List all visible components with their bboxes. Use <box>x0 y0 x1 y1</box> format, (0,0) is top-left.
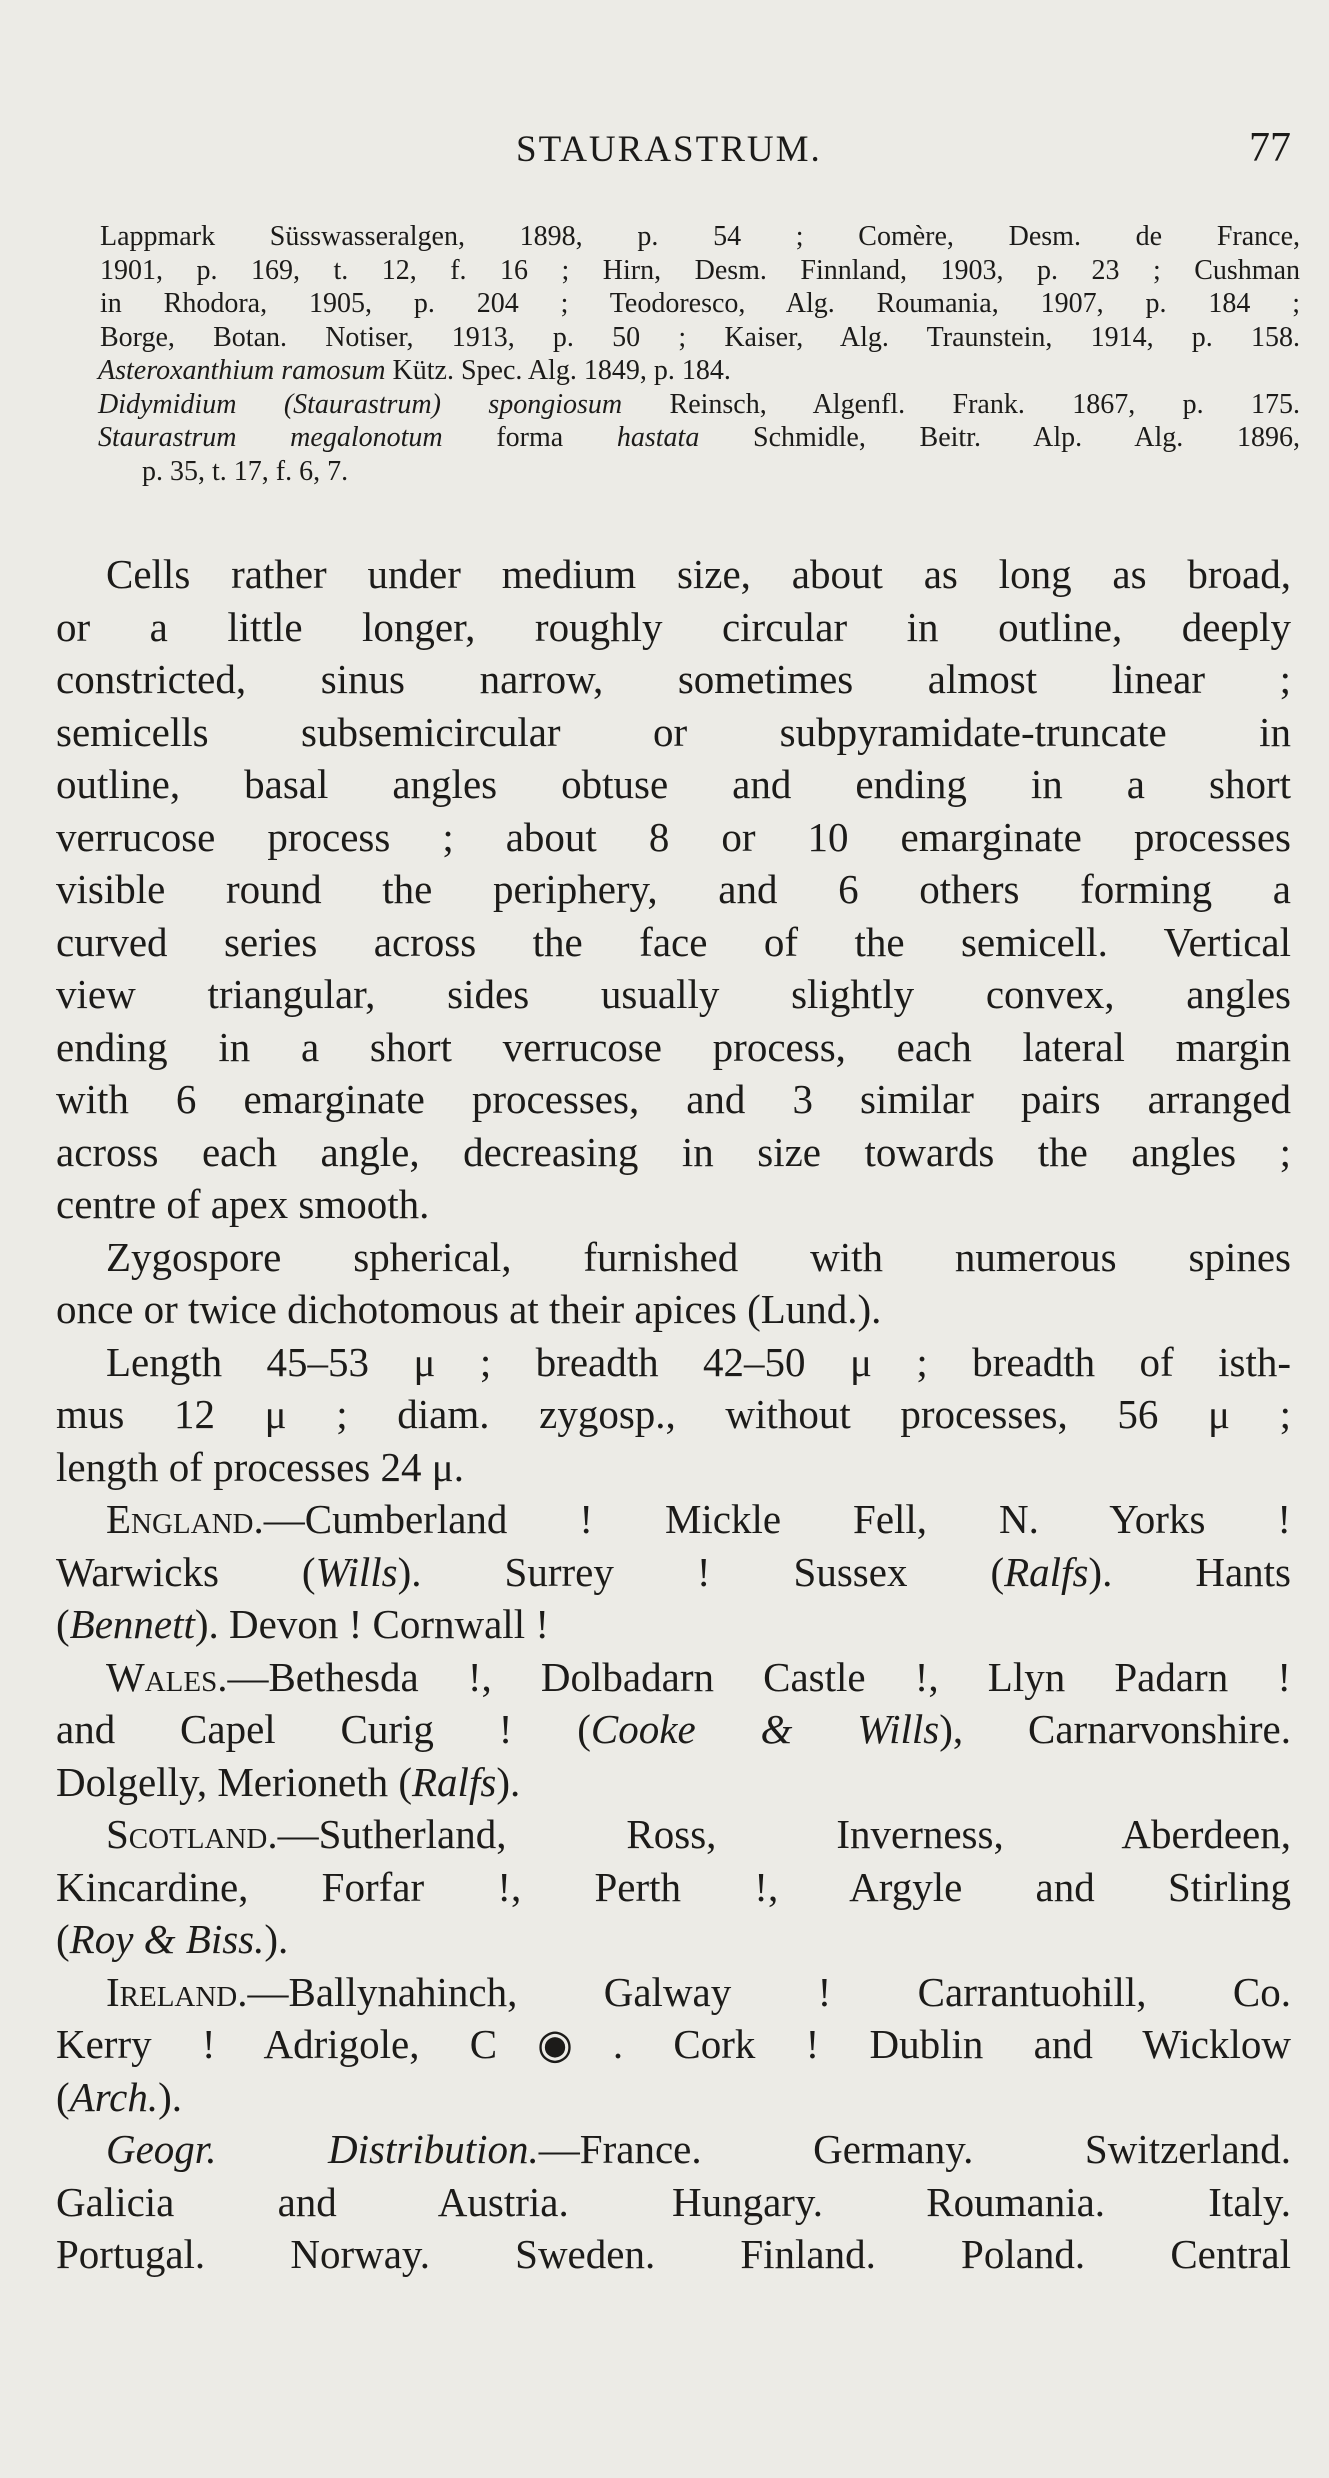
text-line: outline, basal angles obtuse and ending in a short <box>56 761 1291 807</box>
locality-text: ). Hants <box>1088 1548 1291 1595</box>
collector-name: Roy & Biss. <box>69 1916 265 1962</box>
text-line <box>56 1808 1291 1861</box>
text-line: semicells subsemicircular or subpyramidate-truncate in <box>56 708 1291 755</box>
locality-text: and Capel Curig ! ( <box>56 1706 591 1752</box>
scotland-paragraph <box>56 1808 1291 1966</box>
synonym-line: in Rhodora, 1905, p. 204 ; Teodoresco, Alg. Roumania, 1907, p. 184 ; <box>100 288 1300 319</box>
collector-name: Ralfs <box>1004 1548 1089 1595</box>
locality-text: —Ballynahinch, Galway ! Carrantuohill, Co. <box>247 1968 1291 2015</box>
region-label: Wales. <box>106 1653 228 1700</box>
england-paragraph <box>56 1493 1291 1651</box>
text-line: ending in a short verrucose process, each lateral margin <box>56 1023 1291 1070</box>
synonym-line: Borge, Botan. Notiser, 1913, p. 50 ; Kaiser, Alg. Traunstein, 1914, p. 158. <box>100 321 1300 353</box>
text-line <box>56 1913 1291 1966</box>
synonym-taxon: Asteroxanthium ramosum <box>98 355 386 386</box>
locality-text: Dolgelly, Merioneth ( <box>56 1758 413 1805</box>
text-line: Portugal. Norway. Sweden. Finland. Poland. Central <box>56 2231 1291 2277</box>
locality-text: ). Devon ! Cornwall ! <box>194 1601 549 1647</box>
locality-text: ), Carnarvonshire. <box>939 1706 1291 1752</box>
synonym-citation: Reinsch, Algenfl. Frank. 1867, p. 175. <box>622 388 1300 420</box>
zygospore-paragraph <box>56 1231 1291 1336</box>
text-line: once or twice dichotomous at their apices (Lund.). <box>56 1286 882 1332</box>
collector-name: Arch. <box>69 2073 159 2120</box>
text-line: or a little longer, roughly circular in outline, deeply <box>56 603 1291 650</box>
page-number: 77 <box>1249 125 1291 171</box>
synonym-form: hastata <box>616 422 700 453</box>
synonymy-block <box>100 220 1300 488</box>
text-line: mus 12 μ ; diam. zygosp., without processes, 56 μ ; <box>56 1391 1291 1437</box>
text-line: centre of apex smooth. <box>56 1181 430 1227</box>
synonym-line <box>98 421 1300 455</box>
synonym-line <box>98 388 1300 422</box>
synonym-line: p. 35, t. 17, f. 6, 7. <box>142 455 349 487</box>
text-line <box>56 2071 1291 2124</box>
text-line: constricted, sinus narrow, sometimes almost linear ; <box>56 656 1291 702</box>
distribution-text: —France. Germany. Switzerland. <box>538 2126 1291 2172</box>
region-label: England. <box>106 1496 264 1542</box>
page-header <box>0 124 1329 174</box>
text-line: Galicia and Austria. Hungary. Roumania. Italy. <box>56 2178 1291 2225</box>
text-line: curved series across the face of the semicell. Vertical <box>56 918 1291 965</box>
synonym-line <box>98 354 1300 388</box>
synonym-citation: Kütz. Spec. Alg. 1849, p. 184. <box>385 355 731 386</box>
text-line <box>56 2123 1291 2176</box>
region-label: Ireland. <box>106 1968 248 2015</box>
wales-paragraph <box>56 1651 1291 1809</box>
text-line: visible round the periphery, and 6 others forming a <box>56 866 1291 912</box>
synonym-line: 1901, p. 169, t. 12, f. 16 ; Hirn, Desm. Finnland, 1903, p. 23 ; Cushman <box>100 254 1300 286</box>
synonym-citation: Schmidle, Beitr. Alp. Alg. 1896, <box>699 422 1300 453</box>
text-line <box>56 1598 1291 1651</box>
locality-text: ( <box>56 2073 70 2120</box>
text-line <box>56 1703 1291 1756</box>
locality-text: Warwicks ( <box>56 1548 316 1595</box>
text-line: across each angle, decreasing in size towards the angles ; <box>56 1128 1291 1175</box>
locality-text: ). <box>496 1758 521 1805</box>
collector-name: Wills <box>315 1548 398 1595</box>
text-line: verrucose process ; about 8 or 10 emarginate processes <box>56 813 1291 860</box>
text-line: Cells rather under medium size, about as long as broad, <box>106 551 1291 597</box>
locality-text: —Sutherland, Ross, Inverness, Aberdeen, <box>277 1811 1291 1857</box>
measurements-paragraph <box>56 1336 1291 1494</box>
distribution-paragraph <box>56 2123 1291 2281</box>
ireland-paragraph <box>56 1966 1291 2124</box>
synonym-taxon: Didymidium (Staurastrum) spongiosum <box>98 388 623 420</box>
text-line <box>56 1546 1291 1599</box>
text-line: Kerry ! Adrigole, C◉. Cork ! Dublin and Wicklow <box>56 2021 1291 2067</box>
region-label: Scotland. <box>106 1811 278 1857</box>
synonym-line: Lappmark Süsswasseralgen, 1898, p. 54 ; Comère, Desm. de France, <box>100 221 1300 252</box>
text-line <box>56 1493 1291 1546</box>
text-line: length of processes 24 μ. <box>56 1443 464 1490</box>
synonym-taxon: Staurastrum megalonotum <box>98 422 443 453</box>
locality-text: ( <box>56 1601 70 1647</box>
collector-name: Bennett <box>69 1601 195 1647</box>
distribution-label: Geogr. Distribution. <box>106 2126 539 2172</box>
text-line: view triangular, sides usually slightly convex, angles <box>56 971 1291 1017</box>
running-head: STAURASTRUM. <box>516 129 822 170</box>
text-line: Length 45–53 μ ; breadth 42–50 μ ; breadth of isth- <box>106 1338 1291 1385</box>
locality-text: ). <box>158 2073 182 2120</box>
text-line <box>56 1651 1291 1704</box>
locality-text: ). Surrey ! Sussex ( <box>397 1548 1005 1595</box>
collector-name: Ralfs <box>412 1758 497 1805</box>
locality-text: —Cumberland ! Mickle Fell, N. Yorks ! <box>263 1496 1291 1542</box>
text-line: Kincardine, Forfar !, Perth !, Argyle and Stirling <box>56 1863 1291 1910</box>
main-text <box>56 548 1291 2281</box>
text-line: with 6 emarginate processes, and 3 similar pairs arranged <box>56 1076 1291 1122</box>
text-line: Zygospore spherical, furnished with numerous spines <box>106 1233 1291 1280</box>
locality-text: —Bethesda !, Dolbadarn Castle !, Llyn Padarn ! <box>227 1653 1291 1700</box>
text-line <box>56 1756 1291 1809</box>
description-paragraph <box>56 548 1291 1231</box>
synonym-citation: forma <box>442 422 617 453</box>
collector-name: Cooke & Wills <box>590 1706 940 1752</box>
locality-text: ). <box>264 1916 289 1962</box>
locality-text: ( <box>56 1916 70 1962</box>
text-line <box>56 1966 1291 2019</box>
